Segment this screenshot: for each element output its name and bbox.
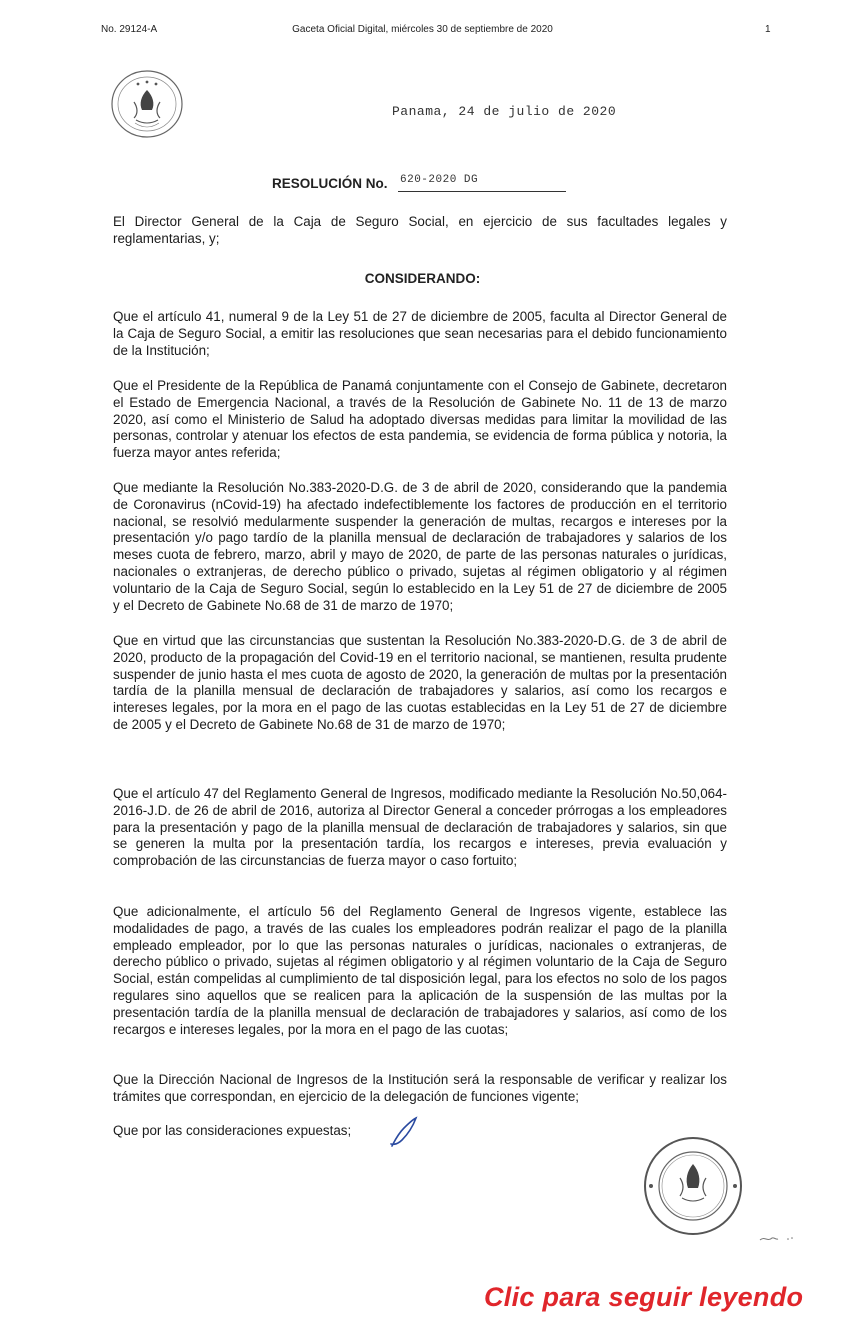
considerando-heading: CONSIDERANDO: (364, 271, 481, 286)
resolution-number: 620-2020 DG (400, 174, 479, 186)
gazette-number: No. 29124-A (101, 24, 158, 35)
document-date: Panama, 24 de julio de 2020 (392, 104, 617, 119)
paragraph: Que mediante la Resolución No.383-2020-D.G. de 3 de abril de 2020, considerando que la pandemia de Coronavirus (nCovid-19) ha afectado indefectiblemente los factores de producción en el territorio nacional, se resolvió medularmente suspender la generación de multas, recargos e intereses por la presentación y/o pago tardío de la planilla mensual de declaración de trabajadores y salarios de los meses cuota de febrero, marzo, abril y mayo de 2020, de parte de las personas naturales o jurídicas, nacionales o extranjeras, de derecho público o privado, sujetas al régimen obligatorio y al régimen voluntario de la Caja de Seguro Social, según lo establecido en la Ley 51 de 27 de diciembre de 2005 y el Decreto de Gabinete No.68 de 31 de marzo de 1970; (113, 480, 727, 613)
gazette-title: Gaceta Oficial Digital, miércoles 30 de septiembre de 2020 (292, 24, 553, 35)
paragraph: Que el artículo 47 del Reglamento General de Ingresos, modificado mediante la Resolución No.50,064-2016-J.D. de 26 de abril de 2016, autoriza al Director General a conceder prórrogas a los empleadores para la presentación y pago de la planilla mensual de declaración de trabajadores y salarios, sin que se generen la multa por la presentación tardía, los recargos e intereses, previa evaluación y comprobación de las circunstancias de fuerza mayor o caso fortuito; (113, 786, 727, 869)
paragraph: Que la Dirección Nacional de Ingresos de la Institución será la responsable de verificar y realizar los trámites que correspondan, en ejercicio de la delegación de funciones vigente; (113, 1072, 727, 1104)
resolution-underline (398, 191, 566, 192)
css-seal-icon (108, 68, 186, 140)
paragraph: Que en virtud que las circunstancias que sustentan la Resolución No.383-2020-D.G. de 3 de abril de 2020, producto de la propagación del Covid-19 en el territorio nacional, se mantienen, resulta prudente suspender de junio hasta el mes cuota de agosto de 2020, la generación de multas por la presentación tardía de la planilla mensual de declaración de trabajadores y salarios, así como los recargos e intereses legales, por la mora en el pago de las cuotas establecidas en la Ley 51 de 27 de diciembre de 2005 y el Decreto de Gabinete No.68 de 31 de marzo de 1970; (113, 633, 727, 732)
paragraph: Que por las consideraciones expuestas; (113, 1123, 352, 1138)
intro-paragraph: El Director General de la Caja de Seguro Social, en ejercicio de sus facultades legales y reglamentarias, y; (113, 214, 727, 246)
handwritten-initial-icon (386, 1114, 422, 1150)
paragraph: Que el artículo 41, numeral 9 de la Ley 51 de 27 de diciembre de 2005, faculta al Director General de la Caja de Seguro Social, a emitir las resoluciones que sean necesarias para el debido funcionamiento de la Institución; (113, 309, 727, 358)
secretaria-general-seal-icon (640, 1134, 746, 1238)
paragraph: Que el Presidente de la República de Panamá conjuntamente con el Consejo de Gabinete, decretaron el Estado de Emergencia Nacional, a través de la Resolución de Gabinete No. 11 de 13 de marzo 2020, así como el Ministerio de Salud ha adoptado diversas medidas para limitar la movilidad de las personas, controlar y atenuar los efectos de esta pandemia, se evidencia de forma pública y notoria, la fuerza mayor antes referida; (113, 378, 727, 461)
page-number: 1 (765, 24, 771, 35)
paragraph: Que adicionalmente, el artículo 56 del Reglamento General de Ingresos vigente, establece las modalidades de pago, a través de las cuales los empleadores podrán realizar el pago de la planilla empleado empleador, por lo que las personas naturales o jurídicas, nacionales o extranjeras, de derecho público o privado, sujetas al régimen obligatorio y al régimen voluntario de la Caja de Seguro Social, están compelidas al cumplimiento de tal disposición legal, para los efectos no solo de los pagos regulares sino aquellos que se realicen para la aplicación de la suspensión de las multas por la presentación tardía de la planilla mensual de declaración de trabajadores y salarios, así como de los recargos e intereses legales, por la mora en el pago de las cuotas; (113, 904, 727, 1037)
scribble-mark-icon (758, 1232, 798, 1244)
resolution-label: RESOLUCIÓN No. (272, 176, 388, 191)
continue-reading-link[interactable]: Clic para seguir leyendo (484, 1282, 804, 1312)
